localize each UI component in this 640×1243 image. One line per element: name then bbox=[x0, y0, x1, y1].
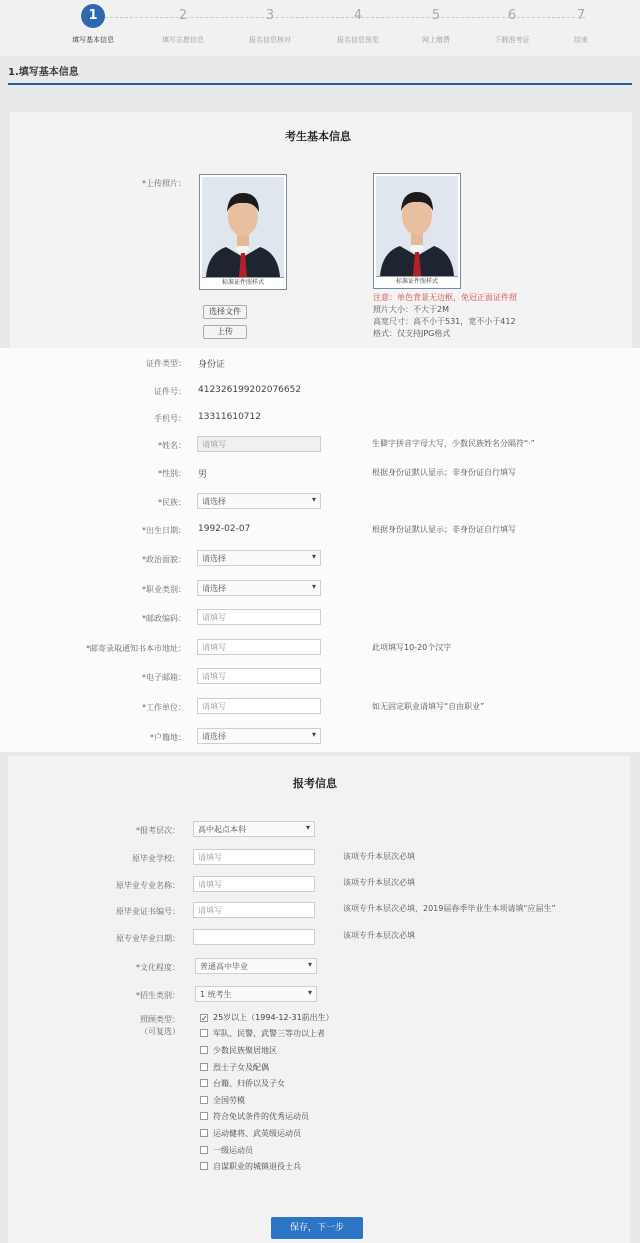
photo-image bbox=[202, 177, 284, 277]
choose-file-button[interactable]: 选择文件 bbox=[203, 305, 247, 319]
save-next-button[interactable]: 保存，下一步 bbox=[271, 1217, 363, 1239]
basic-info-panel bbox=[10, 112, 632, 348]
politics-select[interactable]: 请选择 ▾ bbox=[197, 550, 321, 566]
grad-date-input[interactable] bbox=[193, 929, 315, 945]
prev-major-hint: 该项专升本层次必填 bbox=[343, 878, 415, 887]
bonus-option-age[interactable] bbox=[200, 1012, 334, 1023]
prev-cert-hint: 该项专升本层次必填，2019届春季毕业生本项请填“应届生” bbox=[343, 904, 556, 913]
bonus-option-martyr-family[interactable] bbox=[200, 1062, 269, 1073]
phone-label: 手机号： bbox=[154, 414, 186, 423]
email-input[interactable]: 请填写 bbox=[197, 668, 321, 684]
level-select[interactable]: 高中起点本科 ▾ bbox=[193, 821, 315, 837]
step-label: 结束 bbox=[574, 36, 588, 44]
employer-label: *工作单位： bbox=[142, 703, 186, 712]
bonus-option-label: 自谋职业的城镇退役士兵 bbox=[213, 1162, 301, 1171]
photo-note-size: 照片大小：不大于2M bbox=[373, 305, 449, 314]
dob-hint: 根据身份证默认显示；非身份证自行填写 bbox=[372, 525, 516, 534]
bonus-option-model-worker[interactable] bbox=[200, 1095, 245, 1106]
step-1 bbox=[53, 4, 133, 45]
bonus-option-taiwan-overseas[interactable] bbox=[200, 1078, 285, 1089]
politics-label: *政治面貌： bbox=[142, 555, 186, 564]
prev-school-label: 原毕业学校： bbox=[132, 854, 180, 863]
step-6 bbox=[472, 4, 552, 45]
bonus-type-label: 照顾类型： bbox=[140, 1015, 180, 1024]
step-label: 填写基本信息 bbox=[72, 36, 114, 44]
checkbox-icon[interactable] bbox=[200, 1079, 208, 1087]
checkbox-icon[interactable] bbox=[200, 1014, 208, 1022]
sample-photo-image bbox=[376, 176, 458, 276]
photo-note-warning: 注意：单色背景无边框，免冠正面证件照 bbox=[373, 293, 517, 302]
bonus-option-first-class-athlete[interactable] bbox=[200, 1145, 253, 1156]
id-type-value: 身份证 bbox=[198, 360, 226, 370]
checkbox-icon[interactable] bbox=[200, 1029, 208, 1037]
hukou-label: *户籍地： bbox=[150, 733, 186, 742]
prev-cert-input[interactable]: 请填写 bbox=[193, 902, 315, 918]
step-number: 6 bbox=[507, 8, 517, 23]
step-2 bbox=[143, 4, 223, 45]
bonus-option-label: 25岁以上（1994-12-31前出生） bbox=[213, 1013, 334, 1022]
gender-hint: 根据身份证默认显示；非身份证自行填写 bbox=[372, 468, 516, 477]
bonus-option-veteran[interactable] bbox=[200, 1161, 301, 1172]
checkbox-icon[interactable] bbox=[200, 1096, 208, 1104]
bonus-type-sublabel: （可复选） bbox=[140, 1027, 180, 1036]
section-divider bbox=[8, 83, 632, 85]
section-header: 1.填写基本信息 bbox=[8, 67, 79, 78]
prev-cert-label: 原毕业证书编号： bbox=[116, 907, 180, 916]
step-number: 5 bbox=[431, 8, 441, 23]
bonus-option-label: 少数民族聚居地区 bbox=[213, 1046, 277, 1055]
dob-label: *出生日期： bbox=[142, 526, 186, 535]
bonus-option-military[interactable] bbox=[200, 1028, 325, 1039]
prev-school-hint: 该项专升本层次必填 bbox=[343, 852, 415, 861]
prev-major-label: 原毕业专业名称： bbox=[116, 881, 180, 890]
basic-info-title: 考生基本信息 bbox=[285, 130, 351, 143]
level-label: *报考层次： bbox=[136, 826, 180, 835]
checkbox-icon[interactable] bbox=[200, 1146, 208, 1154]
name-label: *姓名： bbox=[158, 441, 186, 450]
id-number-value: 412326199202076652 bbox=[198, 385, 302, 395]
grad-date-hint: 该项专升本层次必填 bbox=[343, 931, 415, 940]
application-info-title: 报考信息 bbox=[293, 777, 337, 790]
sample-photo bbox=[373, 173, 461, 289]
hukou-select[interactable]: 请选择 ▾ bbox=[197, 728, 321, 744]
step-label: 填写志愿信息 bbox=[162, 36, 204, 44]
name-input[interactable]: 请填写 bbox=[197, 436, 321, 452]
bonus-option-label: 烈士子女及配偶 bbox=[213, 1063, 269, 1072]
bonus-option-master-athlete[interactable] bbox=[200, 1128, 301, 1139]
bonus-option-label: 符合免试条件的优秀运动员 bbox=[213, 1112, 309, 1121]
mailing-address-label: *邮寄录取通知书本市地址： bbox=[86, 644, 186, 653]
postal-code-input[interactable]: 请填写 bbox=[197, 609, 321, 625]
ethnicity-label: *民族： bbox=[158, 498, 186, 507]
enrollment-category-label: *招生类别： bbox=[136, 991, 180, 1000]
bonus-option-label: 全国劳模 bbox=[213, 1096, 245, 1105]
bonus-option-label: 运动健将、武英级运动员 bbox=[213, 1129, 301, 1138]
bonus-option-label: 台籍、归侨以及子女 bbox=[213, 1079, 285, 1088]
step-progress-bar bbox=[0, 0, 640, 56]
photo-note-dimensions: 高宽尺寸：高不小于531，宽不小于412 bbox=[373, 317, 516, 326]
education-label: *文化程度： bbox=[136, 963, 180, 972]
ethnicity-select[interactable]: 请选择 ▾ bbox=[197, 493, 321, 509]
photo-note-format: 格式：仅支持JPG格式 bbox=[373, 329, 451, 338]
bonus-option-label: 一级运动员 bbox=[213, 1146, 253, 1155]
checkbox-icon[interactable] bbox=[200, 1112, 208, 1120]
mailing-address-input[interactable]: 请填写 bbox=[197, 639, 321, 655]
postal-code-label: *邮政编码： bbox=[142, 614, 186, 623]
checkbox-icon[interactable] bbox=[200, 1129, 208, 1137]
gender-label: *性别： bbox=[158, 469, 186, 478]
occupation-select[interactable]: 请选择 ▾ bbox=[197, 580, 321, 596]
step-4 bbox=[318, 4, 398, 45]
step-number: 4 bbox=[353, 8, 363, 23]
phone-value: 13311610712 bbox=[198, 412, 261, 422]
checkbox-icon[interactable] bbox=[200, 1046, 208, 1054]
photo-label: *上传照片： bbox=[142, 179, 186, 188]
grad-date-label: 原专业毕业日期： bbox=[116, 934, 180, 943]
step-3 bbox=[230, 4, 310, 45]
bonus-option-exempt-athlete[interactable] bbox=[200, 1111, 309, 1122]
step-label: 网上缴费 bbox=[422, 36, 450, 44]
sample-photo-caption: 标准证件照样式 bbox=[376, 276, 458, 287]
uploaded-photo bbox=[199, 174, 287, 290]
gender-value: 男 bbox=[198, 470, 208, 480]
id-number-label: 证件号： bbox=[154, 387, 186, 396]
employer-input[interactable]: 请填写 bbox=[197, 698, 321, 714]
mailing-address-hint: 此项填写10-20个汉字 bbox=[372, 643, 452, 652]
prev-school-input[interactable]: 请填写 bbox=[193, 849, 315, 865]
employer-hint: 如无固定职业请填写“自由职业” bbox=[372, 702, 485, 711]
step-number: 7 bbox=[576, 8, 586, 23]
id-type-label: 证件类型： bbox=[146, 359, 186, 368]
portrait-figure bbox=[376, 176, 458, 276]
step-7 bbox=[541, 4, 621, 45]
step-5 bbox=[396, 4, 476, 45]
step-number: 3 bbox=[265, 8, 275, 23]
occupation-label: *职业类别： bbox=[142, 585, 186, 594]
photo-caption: 标准证件照样式 bbox=[202, 277, 284, 288]
bonus-option-label: 军队、民警、武警三等功以上者 bbox=[213, 1029, 325, 1038]
portrait-figure bbox=[202, 177, 284, 277]
enrollment-category-select[interactable]: 1 统考生 ▾ bbox=[195, 986, 317, 1002]
education-select[interactable]: 普通高中毕业 ▾ bbox=[195, 958, 317, 974]
email-label: *电子邮箱： bbox=[142, 673, 186, 682]
prev-major-input[interactable]: 请填写 bbox=[193, 876, 315, 892]
checkbox-icon[interactable] bbox=[200, 1063, 208, 1071]
step-label: 报名信息核对 bbox=[249, 36, 291, 44]
bonus-option-ethnic-region[interactable] bbox=[200, 1045, 277, 1056]
dob-value: 1992-02-07 bbox=[198, 524, 251, 534]
name-hint: 生僻字拼音字母大写，少数民族姓名分隔符“·” bbox=[372, 439, 535, 448]
checkbox-icon[interactable] bbox=[200, 1162, 208, 1170]
step-number: 1 bbox=[81, 4, 105, 28]
step-label: 下载准考证 bbox=[494, 36, 530, 44]
step-label: 报名信息预览 bbox=[337, 36, 379, 44]
upload-button[interactable]: 上传 bbox=[203, 325, 247, 339]
step-number: 2 bbox=[178, 8, 188, 23]
